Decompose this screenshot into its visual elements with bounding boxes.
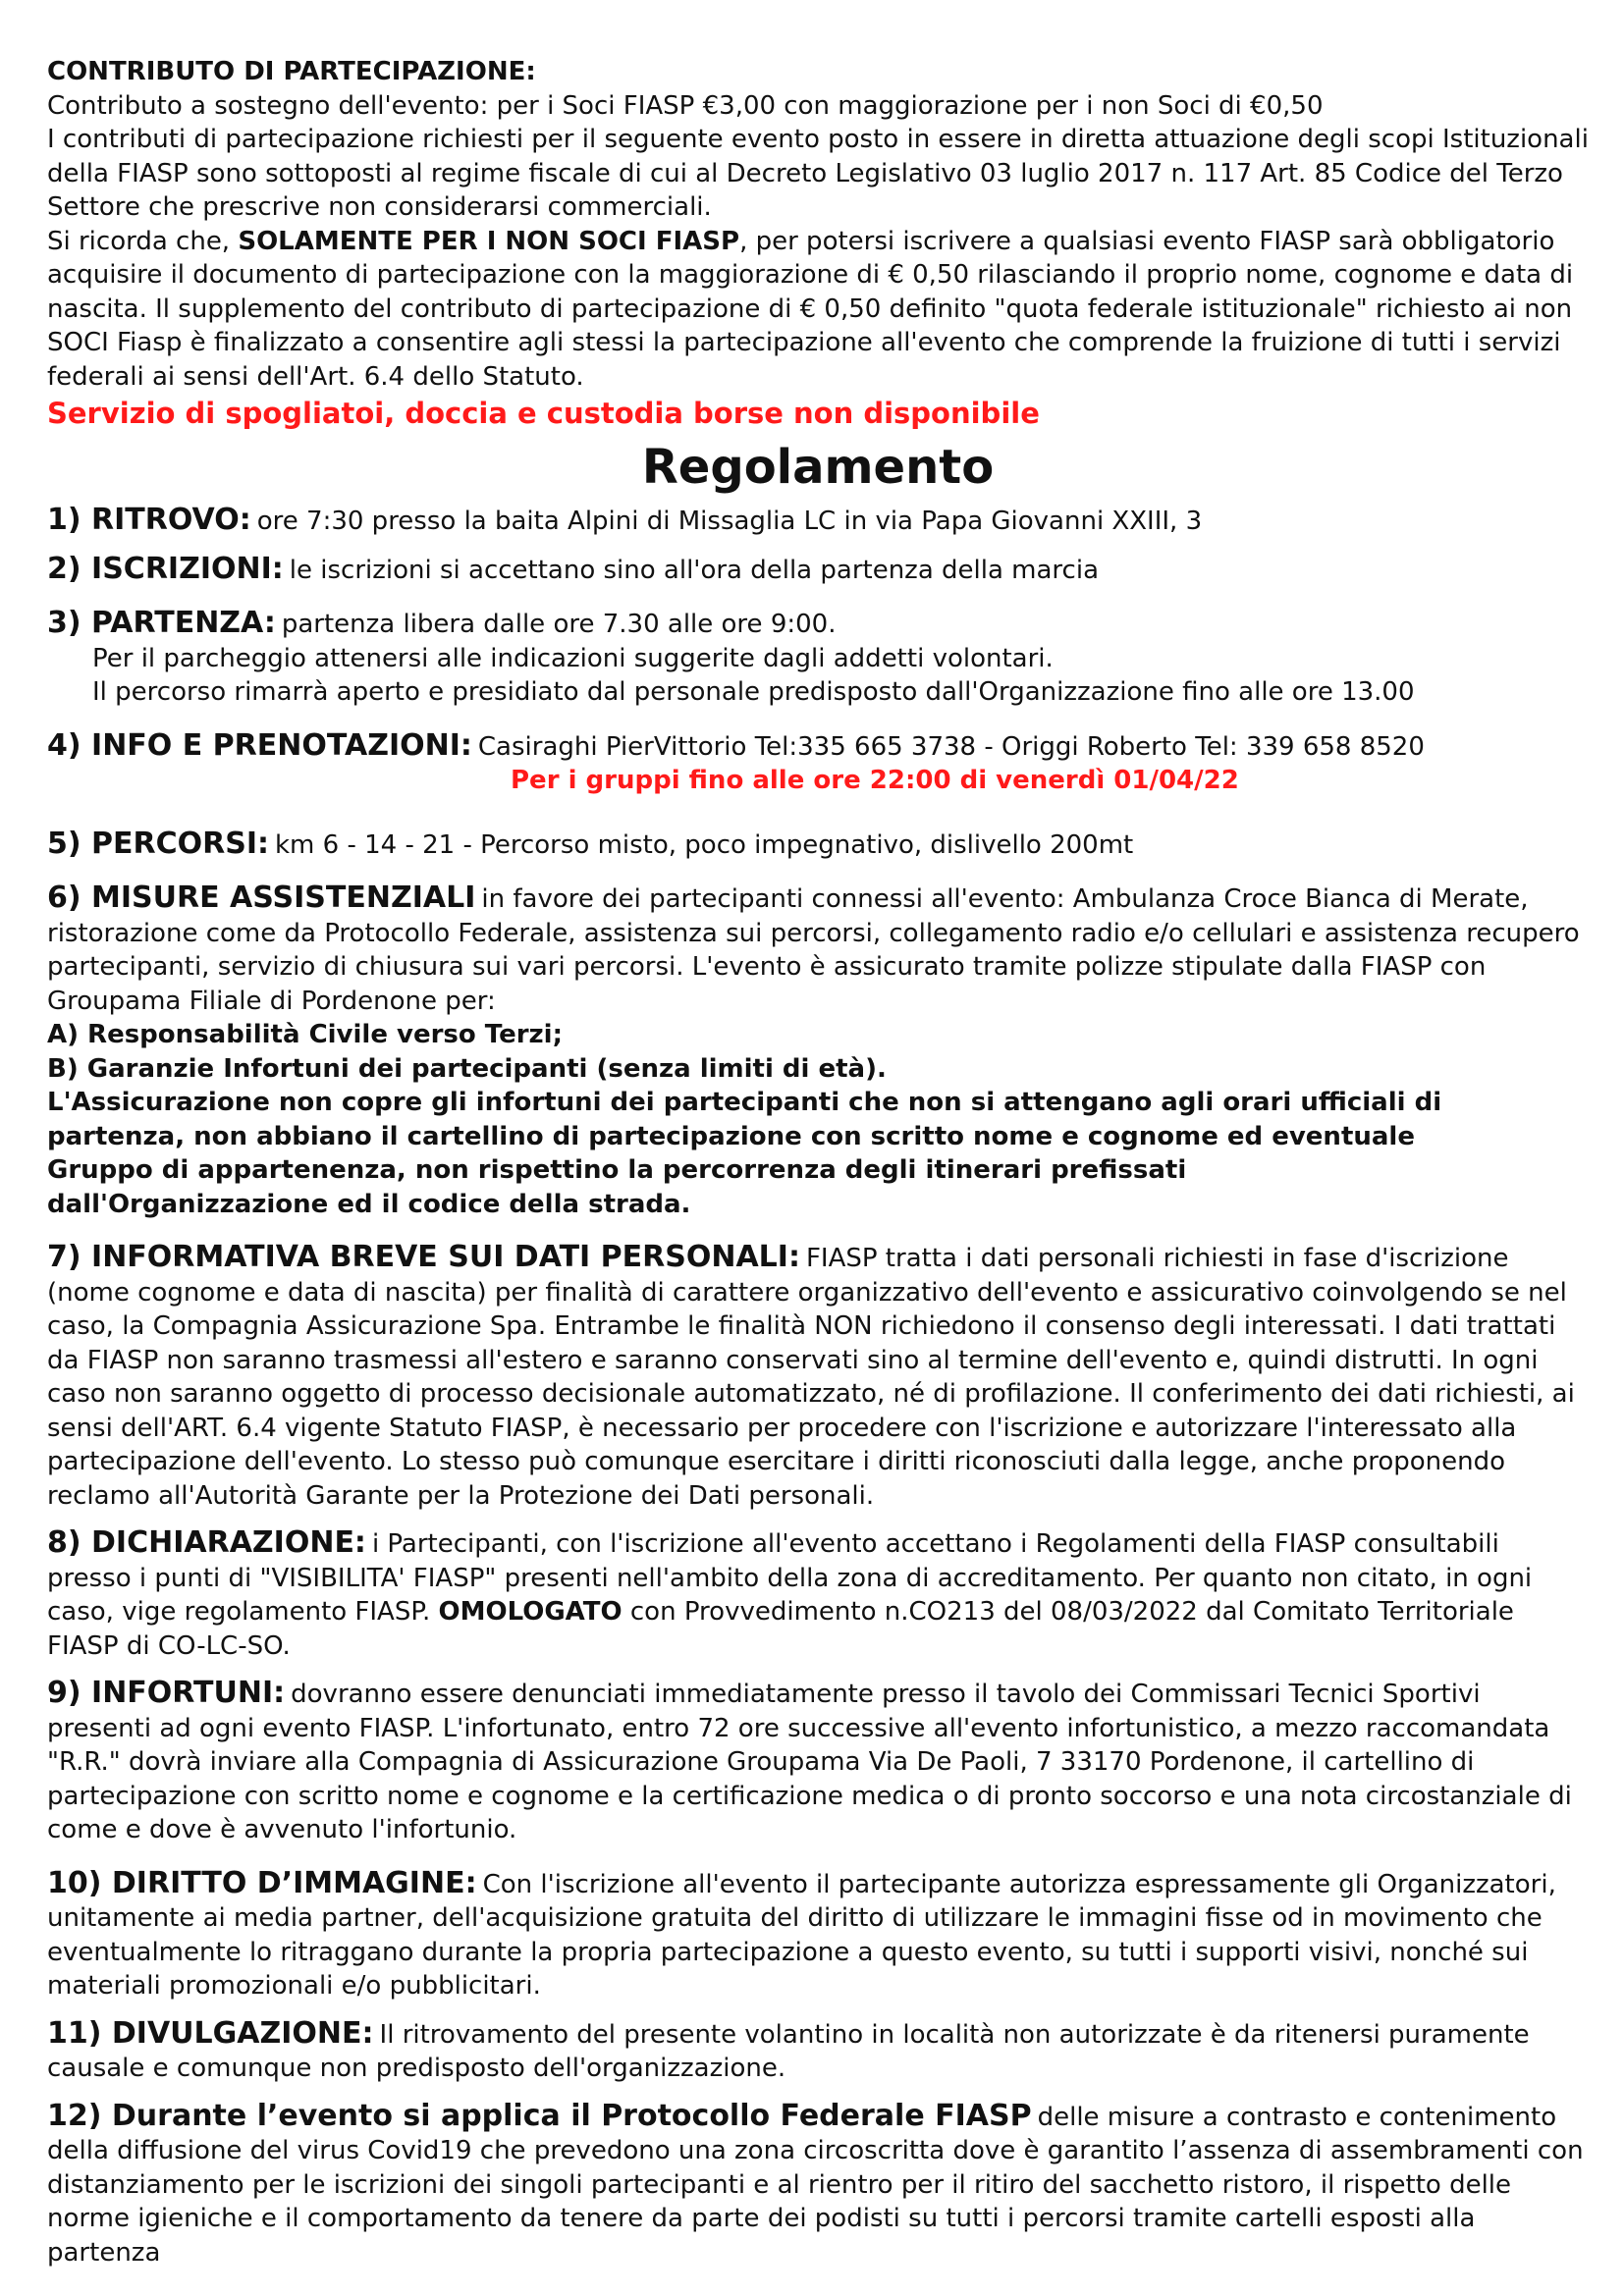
- rule-11-heading: 11) DIVULGAZIONE:: [47, 2015, 374, 2051]
- rule-10: [47, 1867, 1589, 2003]
- rule-9: [47, 1677, 1589, 1847]
- rule-4-groups-deadline: Per i gruppi fino alle ore 22:00 di venerdì 01/04/22: [511, 766, 1239, 795]
- contributo-line: Contributo a sostegno dell'evento: per i Soci FIASP €3,00 con maggiorazione per i non Soci di €0,50: [47, 90, 1324, 121]
- rule-9-text: dovranno essere denunciati immediatamente presso il tavolo dei Commissari Tecnici Sportivi presenti ad ogni evento FIASP. L'infortunato, entro 72 ore successive all'evento infortunistico, a mezzo raccomandata "R.R." dovrà inviare alla Compagnia di Assicurazione Groupama Via De Paoli, 7 33170 Pordenone, il cartellino di partecipazione con scritto nome e cognome e la certificazione medica o di pronto soccorso e una nota circostanziale di come e dove è avvenuto l'infortunio.: [47, 1680, 1572, 1844]
- rule-8: [47, 1526, 1589, 1663]
- rule-8-omologato: OMOLOGATO: [438, 1597, 623, 1627]
- rule-5: [47, 828, 1589, 863]
- rule-4: [47, 729, 1589, 765]
- rule-6-insurance-note: L'Assicurazione non copre gli infortuni dei partecipanti che non si attengano agli orari ufficiali di partenza, non abbiano il cartellino di partecipazione con scritto nome e cognome ed eventuale Gruppo di appartenenza, non rispettino la percorrenza degli itinerari prefissati dall'Organizzazione ed il codice della strada.: [47, 1088, 1442, 1219]
- rule-9-heading: 9) INFORTUNI:: [47, 1676, 286, 1710]
- rule-6-insurance-b: B) Garanzie Infortuni dei partecipanti (senza limiti di età).: [47, 1053, 887, 1084]
- rule-3-text: partenza libera dalle ore 7.30 alle ore 9:00.: [281, 610, 837, 639]
- rule-7-text: FIASP tratta i dati personali richiesti in fase d'iscrizione (nome cognome e data di nascita) per finalità di carattere organizzativo dell'evento e assicurativo coinvolgendo se nel caso, la Compagnia Assicurazione Spa. Entrambe le finalità NON richiedono il consenso degli interessati. I dati trattati da FIASP non saranno trasmessi all'estero e saranno conservati sino al termine dell'evento e, quindi distrutti. In ogni caso non saranno oggetto di processo decisionale automatizzato, né di profilazione. Il conferimento dei dati richiesti, ai sensi dell'ART. 6.4 vigente Statuto FIASP, è necessario per procedere con l'iscrizione e autorizzare l'interessato alla partecipazione dell'evento. Lo stesso può comunque esercitare i diritti riconosciuti dalla legge, anche proponendo reclamo all'Autorità Garante per la Protezione dei Dati personali.: [47, 1244, 1575, 1511]
- rule-7: [47, 1241, 1589, 1513]
- rule-10-heading: 10) DIRITTO D’IMMAGINE:: [47, 1865, 477, 1900]
- contributo-fiscal-paragraph: I contributi di partecipazione richiesti per il seguente evento posto in essere in diretta attuazione degli scopi Istituzionali della FIASP sono sottoposti al regime fiscale di cui al Decreto Legislativo 03 luglio 2017 n. 117 Art. 85 Codice del Terzo Settore che prescrive non considerarsi commerciali.: [47, 125, 1589, 222]
- rule-8-text: i Partecipanti, con l'iscrizione all'evento accettano i Regolamenti della FIASP consultabili presso i punti di "VISIBILITA' FIASP" presenti nell'ambito della zona di accreditamento. Per quanto non citato, in ogni caso, vige regolamento FIASP.: [47, 1529, 1533, 1627]
- rule-6-text: in favore dei partecipanti connessi all'evento: Ambulanza Croce Bianca di Merate, ristorazione come da Protocollo Federale, assistenza sui percorsi, collegamento radio e/o cellulari e assistenza recupero partecipanti, servizio di chiusura sui vari percorsi. L'evento è assicurato tramite polizze stipulate dalla FIASP con Groupama Filiale di Pordenone per:: [47, 884, 1580, 1016]
- non-soci-emphasis: SOLAMENTE PER I NON SOCI FIASP: [238, 226, 740, 256]
- rule-10-text: Con l'iscrizione all'evento il partecipante autorizza espressamente gli Organizzatori, unitamente ai media partner, dell'acquisizione gratuita del diritto di utilizzare le immagini fisse od in movimento che eventualmente lo ritraggano durante la propria partecipazione a questo evento, su tutti i supporti visivi, nonché sui materiali promozionali e/o pubblicitari.: [47, 1869, 1556, 2001]
- rule-5-heading: 5) PERCORSI:: [47, 826, 269, 861]
- non-soci-body: , per potersi iscrivere a qualsiasi evento FIASP sarà obbligatorio acquisire il documento di partecipazione con la maggiorazione di € 0,50 rilasciando il proprio nome, cognome e data di nascita. Il supplemento del contributo di partecipazione di € 0,50 definito "quota federale istituzionale" richiesto ai non SOCI Fiasp è finalizzato a consentire agli stessi la partecipazione all'evento che comprende la fruizione di tutti i servizi federali ai sensi dell'Art. 6.4 dello Statuto.: [47, 226, 1574, 392]
- rule-12-text: delle misure a contrasto e contenimento della diffusione del virus Covid19 che prevedono una zona circoscritta dove è garantito l’assenza di assembramenti con distanziamento per le iscrizioni dei singoli partecipanti e al rientro per il ritiro del sacchetto ristoro, il rispetto delle norme igieniche e il comportamento da tenere da parte dei podisti su tutti i percorsi tramite cartelli esposti alla partenza: [47, 2102, 1584, 2268]
- rule-4-text: Casiraghi PierVittorio Tel:335 665 3738 - Origgi Roberto Tel: 339 658 8520: [477, 731, 1425, 762]
- rule-7-heading: 7) INFORMATIVA BREVE SUI DATI PERSONALI:: [47, 1240, 800, 1274]
- rule-3-course-open: Il percorso rimarrà aperto e presidiato dal personale predisposto dall'Organizzazione fino alle ore 13.00: [92, 677, 1415, 707]
- rule-8-heading: 8) DICHIARAZIONE:: [47, 1525, 366, 1560]
- rule-2-heading: 2) ISCRIZIONI:: [47, 551, 284, 586]
- non-soci-intro: Si ricorda che,: [47, 226, 239, 256]
- rule-2-text: le iscrizioni si accettano sino all'ora della partenza della marcia: [289, 555, 1099, 585]
- rule-1-text: ore 7:30 presso la baita Alpini di Missaglia LC in via Papa Giovanni XXIII, 3: [256, 507, 1203, 536]
- regolamento-title: Regolamento: [641, 440, 995, 495]
- rule-3: [47, 607, 1589, 642]
- rule-4-heading: 4) INFO E PRENOTAZIONI:: [47, 727, 472, 763]
- rule-3-heading: 3) PARTENZA:: [47, 606, 276, 640]
- rule-8-provvedimento: con Provvedimento n.CO213 del 08/03/2022 dal Comitato Territoriale FIASP di CO-LC-SO.: [47, 1597, 1514, 1661]
- rule-6-heading: 6) MISURE ASSISTENZIALI: [47, 881, 476, 915]
- rule-5-text: km 6 - 14 - 21 - Percorso misto, poco impegnativo, dislivello 200mt: [275, 829, 1134, 860]
- rule-1-heading: 1) RITROVO:: [47, 503, 251, 537]
- rule-2: [47, 553, 1589, 588]
- rule-6: [47, 881, 1589, 1018]
- rule-6-insurance-a: A) Responsabilità Civile verso Terzi;: [47, 1020, 563, 1049]
- contributo-heading: CONTRIBUTO DI PARTECIPAZIONE:: [47, 57, 536, 86]
- rule-1: [47, 504, 1589, 539]
- rule-11-text: Il ritrovamento del presente volantino in località non autorizzate è da ritenersi puramente causale e comunque non predisposto dell'organizzazione.: [47, 2019, 1530, 2083]
- rule-12: [47, 2100, 1589, 2270]
- rule-12-heading: 12) Durante l’evento si applica il Protocollo Federale FIASP: [47, 2098, 1032, 2133]
- services-notice: Servizio di spogliatoi, doccia e custodia borse non disponibile: [47, 397, 1040, 430]
- rule-11: [47, 2017, 1589, 2086]
- non-soci-paragraph: [47, 225, 1589, 395]
- rule-3-parking: Per il parcheggio attenersi alle indicazioni suggerite dagli addetti volontari.: [92, 643, 1054, 673]
- document-page: [47, 55, 1589, 2269]
